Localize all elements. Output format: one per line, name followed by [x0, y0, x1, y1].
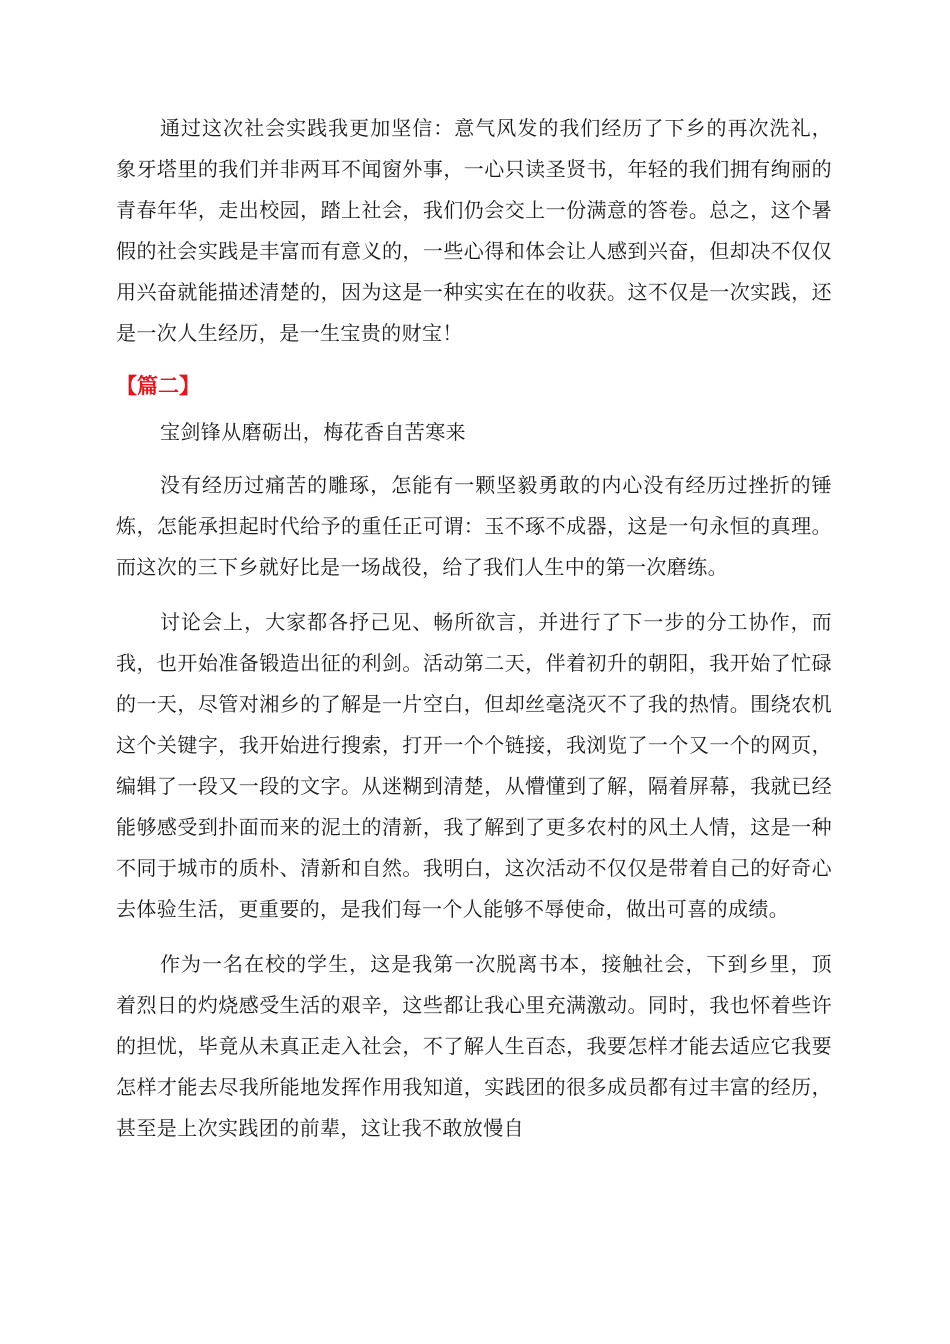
- body-paragraph-2: 讨论会上，大家都各抒己见、畅所欲言，并进行了下一步的分工协作，而我，也开始准备锻造出征的利剑。活动第二天，伴着初升的朝阳，我开始了忙碌的一天，尽管对湘乡的了解是一片空白，但却丝毫浇灭不了我的热情。围绕农机这个关键字，我开始进行搜索，打开一个个链接，我浏览了一个又一个的网页，编辑了一段又一段的文字。从迷糊到清楚，从懵懂到了解，隔着屏幕，我就已经能够感受到扑面而来的泥土的清新，我了解到了更多农村的风土人情，这是一种不同于城市的质朴、清新和自然。我明白，这次活动不仅仅是带着自己的好奇心去体验生活，更重要的，是我们每一个人能够不辱使命，做出可喜的成绩。: [116, 610, 832, 921]
- section-subtitle: 宝剑锋从磨砺出，梅花香自苦寒来: [160, 420, 466, 444]
- document-body: [116, 108, 832, 1149]
- body-paragraph-3: 作为一名在校的学生，这是我第一次脱离书本，接触社会，下到乡里，顶着烈日的灼烧感受生活的艰辛，这些都让我心里充满激动。同时，我也怀着些许的担忧，毕竟从未真正走入社会，不了解人生百态，我要怎样才能去适应它我要怎样才能去尽我所能地发挥作用我知道，实践团的很多成员都有过丰富的经历，甚至是上次实践团的前辈，这让我不敢放慢自: [116, 952, 832, 1140]
- intro-paragraph: 通过这次社会实践我更加坚信：意气风发的我们经历了下乡的再次洗礼，象牙塔里的我们并非两耳不闻窗外事，一心只读圣贤书，年轻的我们拥有绚丽的青春年华，走出校园，踏上社会，我们仍会交上一份满意的答卷。总之，这个暑假的社会实践是丰富而有意义的，一些心得和体会让人感到兴奋，但却决不仅仅用兴奋就能描述清楚的，因为这是一种实实在在的收获。这不仅是一次实践，还是一次人生经历，是一生宝贵的财宝！: [116, 116, 832, 345]
- body-paragraph-1: 没有经历过痛苦的雕琢，怎能有一颗坚毅勇敢的内心没有经历过挫折的锤炼，怎能承担起时代给予的重任正可谓：玉不琢不成器，这是一句永恒的真理。而这次的三下乡就好比是一场战役，给了我们人生中的第一次磨练。: [116, 473, 832, 579]
- section-heading: 【篇二】: [116, 374, 200, 398]
